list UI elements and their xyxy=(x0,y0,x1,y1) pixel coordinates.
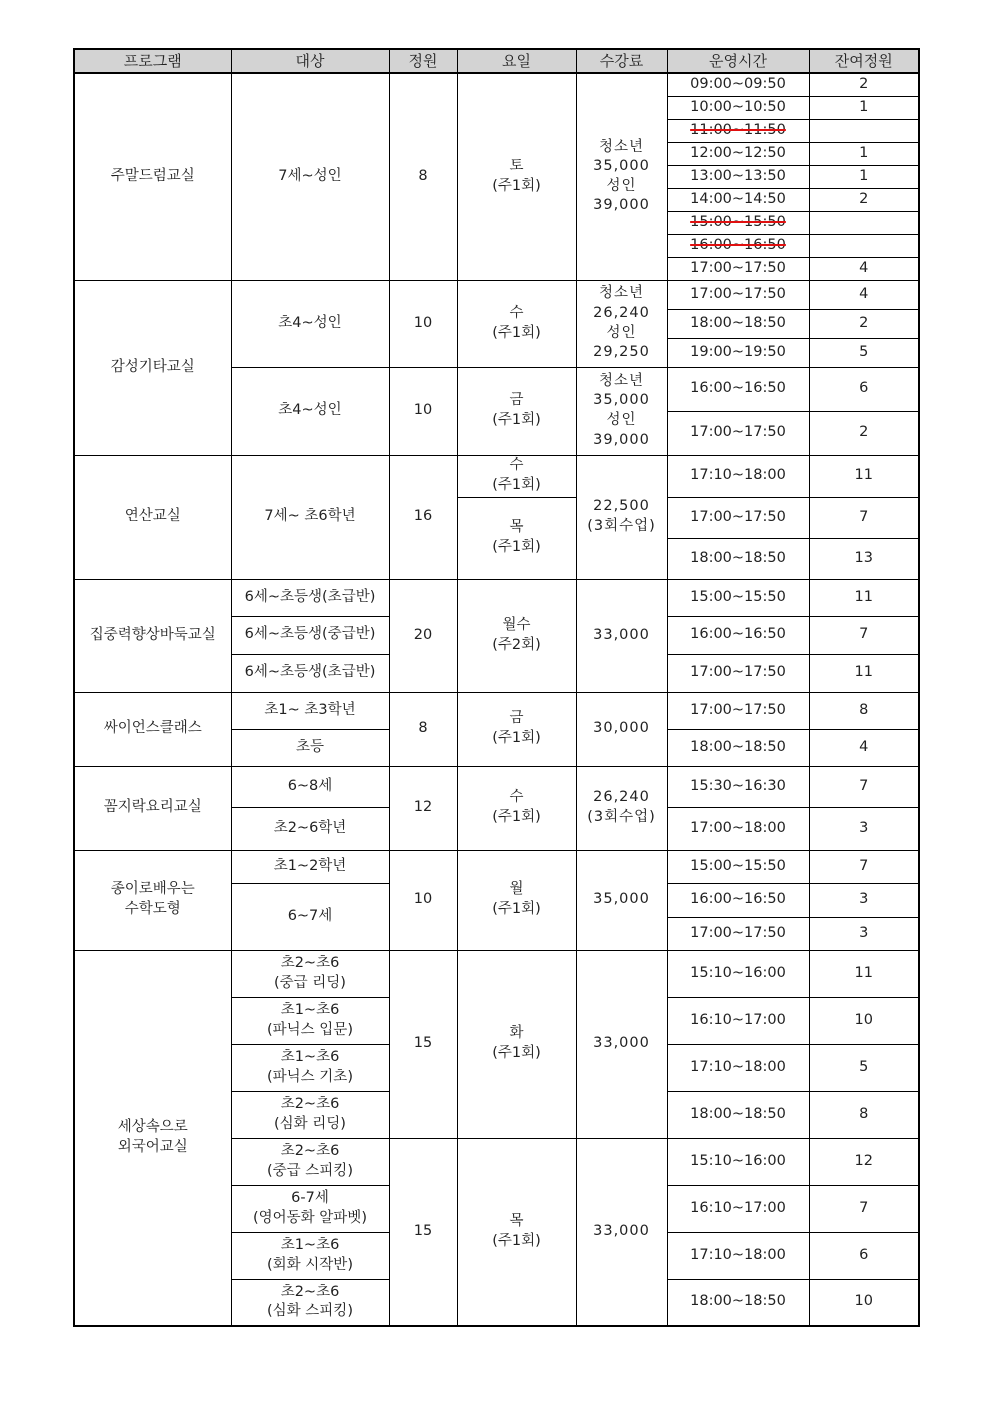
fee-cell: 22,500 (3회수업) xyxy=(576,455,667,579)
target-cell: 6세~초등생(중급반) xyxy=(231,616,389,654)
header-target: 대상 xyxy=(231,49,389,73)
remaining-cell: 7 xyxy=(809,766,919,807)
time-cell: 17:00~18:00 xyxy=(667,807,809,850)
remaining-cell: 5 xyxy=(809,1044,919,1091)
remaining-cell xyxy=(809,119,919,142)
target-cell: 7세~ 초6학년 xyxy=(231,455,389,579)
target-cell: 초등 xyxy=(231,729,389,766)
table-row xyxy=(74,73,919,96)
time-cell: 15:10~16:00 xyxy=(667,1138,809,1185)
remaining-cell: 2 xyxy=(809,73,919,96)
target-cell: 초1~초6 (파닉스 입문) xyxy=(231,997,389,1044)
remaining-cell: 8 xyxy=(809,692,919,729)
remaining-cell: 11 xyxy=(809,455,919,497)
remaining-cell: 4 xyxy=(809,729,919,766)
fee-cell: 35,000 xyxy=(576,850,667,950)
capacity-cell: 12 xyxy=(389,766,457,850)
time-cell: 17:10~18:00 xyxy=(667,1232,809,1279)
program-name: 꼼지락요리교실 xyxy=(74,766,231,850)
target-cell: 초1~ 초3학년 xyxy=(231,692,389,729)
fee-cell: 33,000 xyxy=(576,950,667,1138)
fee-cell: 26,240 (3회수업) xyxy=(576,766,667,850)
capacity-cell: 8 xyxy=(389,73,457,280)
target-cell: 초2~초6 (중급 스피킹) xyxy=(231,1138,389,1185)
remaining-cell: 7 xyxy=(809,497,919,538)
remaining-cell: 3 xyxy=(809,807,919,850)
target-cell: 초4~성인 xyxy=(231,280,389,367)
target-cell: 6세~초등생(초급반) xyxy=(231,654,389,692)
table-row xyxy=(74,692,919,729)
header-remaining: 잔여정원 xyxy=(809,49,919,73)
capacity-cell: 8 xyxy=(389,692,457,766)
time-cell: 16:10~17:00 xyxy=(667,997,809,1044)
time-cell-cancelled: 11:00~11:50 xyxy=(667,119,809,142)
table-row xyxy=(74,579,919,616)
time-cell: 12:00~12:50 xyxy=(667,142,809,165)
program-schedule-table xyxy=(73,48,920,1327)
time-cell: 18:00~18:50 xyxy=(667,729,809,766)
header-program: 프로그램 xyxy=(74,49,231,73)
time-cell-cancelled: 16:00~16:50 xyxy=(667,234,809,257)
capacity-cell: 10 xyxy=(389,280,457,367)
day-cell: 금 (주1회) xyxy=(457,367,576,455)
header-day: 요일 xyxy=(457,49,576,73)
day-cell: 금 (주1회) xyxy=(457,692,576,766)
target-cell: 6세~초등생(초급반) xyxy=(231,579,389,616)
program-name: 주말드럼교실 xyxy=(74,73,231,280)
table-row xyxy=(74,950,919,997)
day-cell: 수 (주1회) xyxy=(457,280,576,367)
fee-cell: 33,000 xyxy=(576,1138,667,1326)
capacity-cell: 10 xyxy=(389,367,457,455)
remaining-cell xyxy=(809,234,919,257)
time-cell: 16:00~16:50 xyxy=(667,367,809,411)
time-cell: 10:00~10:50 xyxy=(667,96,809,119)
remaining-cell: 1 xyxy=(809,142,919,165)
capacity-cell: 15 xyxy=(389,950,457,1138)
remaining-cell: 7 xyxy=(809,850,919,883)
remaining-cell: 5 xyxy=(809,338,919,367)
time-cell: 16:00~16:50 xyxy=(667,883,809,917)
time-cell: 15:00~15:50 xyxy=(667,579,809,616)
target-cell: 초2~초6 (심화 리딩) xyxy=(231,1091,389,1138)
time-cell: 16:10~17:00 xyxy=(667,1185,809,1232)
remaining-cell: 12 xyxy=(809,1138,919,1185)
remaining-cell: 1 xyxy=(809,165,919,188)
day-cell: 목 (주1회) xyxy=(457,497,576,579)
target-cell: 초2~6학년 xyxy=(231,807,389,850)
target-cell: 초4~성인 xyxy=(231,367,389,455)
time-cell: 18:00~18:50 xyxy=(667,309,809,338)
target-cell: 6~7세 xyxy=(231,883,389,950)
remaining-cell: 7 xyxy=(809,1185,919,1232)
time-cell: 18:00~18:50 xyxy=(667,1091,809,1138)
target-cell: 초1~초6 (파닉스 기초) xyxy=(231,1044,389,1091)
header-capacity: 정원 xyxy=(389,49,457,73)
time-cell: 17:00~17:50 xyxy=(667,917,809,950)
remaining-cell: 10 xyxy=(809,997,919,1044)
time-cell: 15:00~15:50 xyxy=(667,850,809,883)
time-cell: 13:00~13:50 xyxy=(667,165,809,188)
remaining-cell: 3 xyxy=(809,917,919,950)
remaining-cell: 10 xyxy=(809,1279,919,1326)
time-cell: 17:10~18:00 xyxy=(667,455,809,497)
capacity-cell: 20 xyxy=(389,579,457,692)
time-cell: 17:00~17:50 xyxy=(667,654,809,692)
header-row xyxy=(74,49,919,73)
program-name: 종이로배우는 수학도형 xyxy=(74,850,231,950)
remaining-cell: 1 xyxy=(809,96,919,119)
day-cell: 수 (주1회) xyxy=(457,455,576,497)
day-cell: 월수 (주2회) xyxy=(457,579,576,692)
day-cell: 월 (주1회) xyxy=(457,850,576,950)
program-name: 연산교실 xyxy=(74,455,231,579)
target-cell: 초1~2학년 xyxy=(231,850,389,883)
time-cell: 18:00~18:50 xyxy=(667,538,809,579)
table-row xyxy=(74,455,919,497)
remaining-cell: 4 xyxy=(809,280,919,309)
time-cell: 17:00~17:50 xyxy=(667,257,809,280)
day-cell: 토 (주1회) xyxy=(457,73,576,280)
program-name: 세상속으로 외국어교실 xyxy=(74,950,231,1326)
remaining-cell: 6 xyxy=(809,367,919,411)
capacity-cell: 16 xyxy=(389,455,457,579)
remaining-cell: 11 xyxy=(809,950,919,997)
capacity-cell: 15 xyxy=(389,1138,457,1326)
program-name: 집중력향상바둑교실 xyxy=(74,579,231,692)
remaining-cell: 2 xyxy=(809,411,919,455)
time-cell: 17:00~17:50 xyxy=(667,497,809,538)
time-cell: 15:30~16:30 xyxy=(667,766,809,807)
time-cell: 09:00~09:50 xyxy=(667,73,809,96)
capacity-cell: 10 xyxy=(389,850,457,950)
time-cell: 19:00~19:50 xyxy=(667,338,809,367)
time-cell: 18:00~18:50 xyxy=(667,1279,809,1326)
target-cell: 6-7세 (영어동화 알파벳) xyxy=(231,1185,389,1232)
day-cell: 수 (주1회) xyxy=(457,766,576,850)
program-name: 감성기타교실 xyxy=(74,280,231,455)
time-cell: 16:00~16:50 xyxy=(667,616,809,654)
fee-cell: 33,000 xyxy=(576,579,667,692)
remaining-cell: 11 xyxy=(809,579,919,616)
fee-cell: 30,000 xyxy=(576,692,667,766)
remaining-cell: 2 xyxy=(809,309,919,338)
remaining-cell: 6 xyxy=(809,1232,919,1279)
fee-cell: 청소년 35,000 성인 39,000 xyxy=(576,73,667,280)
time-cell: 17:00~17:50 xyxy=(667,692,809,729)
target-cell: 초2~초6 (중급 리딩) xyxy=(231,950,389,997)
target-cell: 6~8세 xyxy=(231,766,389,807)
table-row xyxy=(74,766,919,807)
table-row xyxy=(74,280,919,309)
target-cell: 초2~초6 (심화 스피킹) xyxy=(231,1279,389,1326)
time-cell: 14:00~14:50 xyxy=(667,188,809,211)
time-cell-cancelled: 15:00~15:50 xyxy=(667,211,809,234)
time-cell: 17:10~18:00 xyxy=(667,1044,809,1091)
remaining-cell: 3 xyxy=(809,883,919,917)
program-name: 싸이언스클래스 xyxy=(74,692,231,766)
fee-cell: 청소년 35,000 성인 39,000 xyxy=(576,367,667,455)
day-cell: 화 (주1회) xyxy=(457,950,576,1138)
target-cell: 7세~성인 xyxy=(231,73,389,280)
remaining-cell: 7 xyxy=(809,616,919,654)
table-row xyxy=(74,850,919,883)
remaining-cell: 13 xyxy=(809,538,919,579)
header-fee: 수강료 xyxy=(576,49,667,73)
time-cell: 17:00~17:50 xyxy=(667,411,809,455)
header-time: 운영시간 xyxy=(667,49,809,73)
time-cell: 15:10~16:00 xyxy=(667,950,809,997)
target-cell: 초1~초6 (회화 시작반) xyxy=(231,1232,389,1279)
remaining-cell: 2 xyxy=(809,188,919,211)
remaining-cell: 4 xyxy=(809,257,919,280)
remaining-cell: 8 xyxy=(809,1091,919,1138)
day-cell: 목 (주1회) xyxy=(457,1138,576,1326)
fee-cell: 청소년 26,240 성인 29,250 xyxy=(576,280,667,367)
time-cell: 17:00~17:50 xyxy=(667,280,809,309)
remaining-cell xyxy=(809,211,919,234)
remaining-cell: 11 xyxy=(809,654,919,692)
